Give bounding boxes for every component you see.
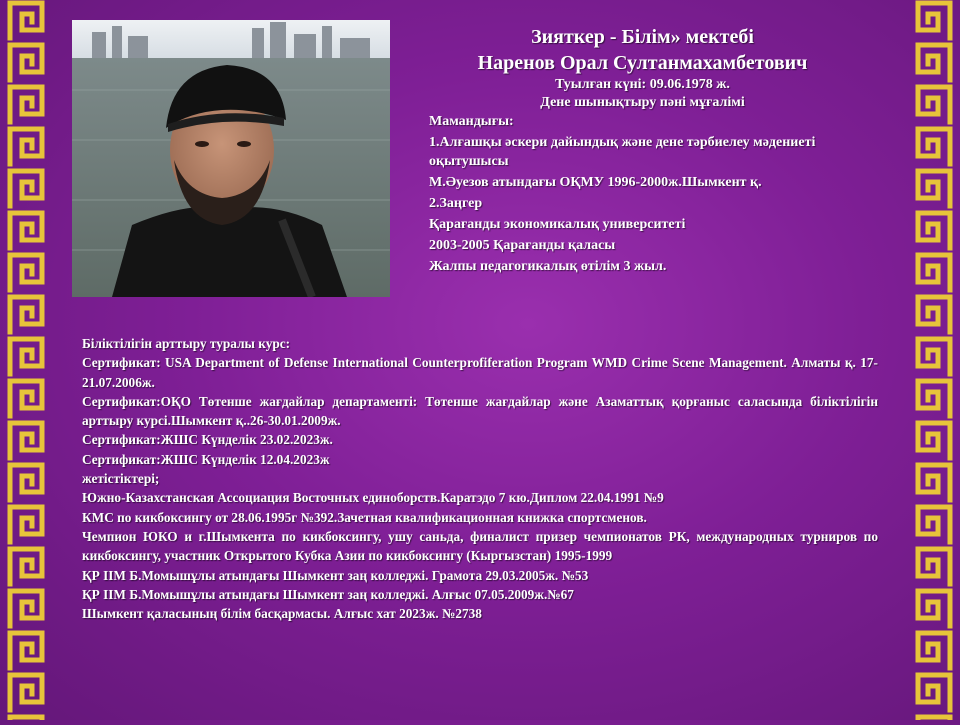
specialty-line: 1.Алғашқы әскери дайындық және дене тәрбиелеу мәдениеті оқытушысы [429, 135, 816, 169]
qualifications-section [82, 334, 878, 623]
specialty-line: М.Әуезов атындағы ОҚМУ 1996-2000ж.Шымкент қ. [429, 175, 762, 190]
achievement-line: ҚР ІІМ Б.Момышұлы атындағы Шымкент заң колледжі. Грамота 29.03.2005ж. №53 [82, 567, 589, 583]
teacher-name: Наренов Орал Султанмахамбетович [477, 52, 808, 74]
profile-header [425, 24, 860, 276]
certificate-line: Сертификат:ЖШС Күнделік 23.02.2023ж. [82, 432, 333, 448]
achievement-line: Чемпион ЮКО и г.Шымкента по кикбоксингу, ушу саньда, финалист призер чемпионатов РК, международных турниров по кикбоксингу, участник Открытого Кубка Азии по кикбоксингу (Кыргызстан) 1995-1999 [82, 528, 878, 564]
specialty-line: Қарағанды экономикалық университеті [429, 217, 686, 232]
certificate-line: Сертификат:ЖШС Күнделік 12.04.2023ж [82, 451, 330, 467]
achievement-line: ҚР ІІМ Б.Момышұлы атындағы Шымкент заң колледжі. Алғыс 07.05.2009ж.№67 [82, 586, 574, 602]
school-name: Зияткер - Білім» мектебі [531, 26, 754, 48]
teacher-photo [72, 20, 390, 297]
specialty-line: 2003-2005 Қарағанды қаласы [429, 238, 616, 253]
achievements-title: жетістіктері; [82, 471, 160, 487]
experience-line: Жалпы педагогикалық өтілім 3 жыл. [429, 259, 667, 274]
specialty-line: 2.Заңгер [429, 196, 483, 211]
achievement-line: КМС по кикбоксингу от 28.06.1995г №392.Зачетная квалификационная книжка спортсменов. [82, 509, 647, 525]
certificate-line: Сертификат:ОҚО Төтенше жағдайлар департаменті: Төтенше жағдайлар және Азаматтық қорғаныс саласында біліктілігін арттыру курсі.Шымкент қ..26-30.01.2009ж. [82, 393, 878, 429]
specialty-title: Мамандығы: [429, 114, 514, 129]
ornament-border-right [902, 0, 960, 720]
ornament-border-left [0, 0, 58, 720]
teacher-position: Дене шынықтыру пәні мұғалімі [540, 95, 745, 110]
certificate-line: Сертификат: USA Department of Defense International Counterprofiferation Program WMD Crime Scene Management. Алматы қ. 17-21.07.2006ж. [82, 355, 878, 390]
achievement-line: Южно-Казахстанская Ассоциация Восточных единоборств.Каратэдо 7 кю.Диплом 22.04.1991 №9 [82, 490, 664, 506]
birth-date: Туылған күні: 09.06.1978 ж. [555, 77, 730, 92]
courses-title: Біліктілігін арттыру туралы курс: [82, 336, 291, 351]
achievement-line: Шымкент қаласының білім басқармасы. Алғыс хат 2023ж. №2738 [82, 606, 482, 622]
